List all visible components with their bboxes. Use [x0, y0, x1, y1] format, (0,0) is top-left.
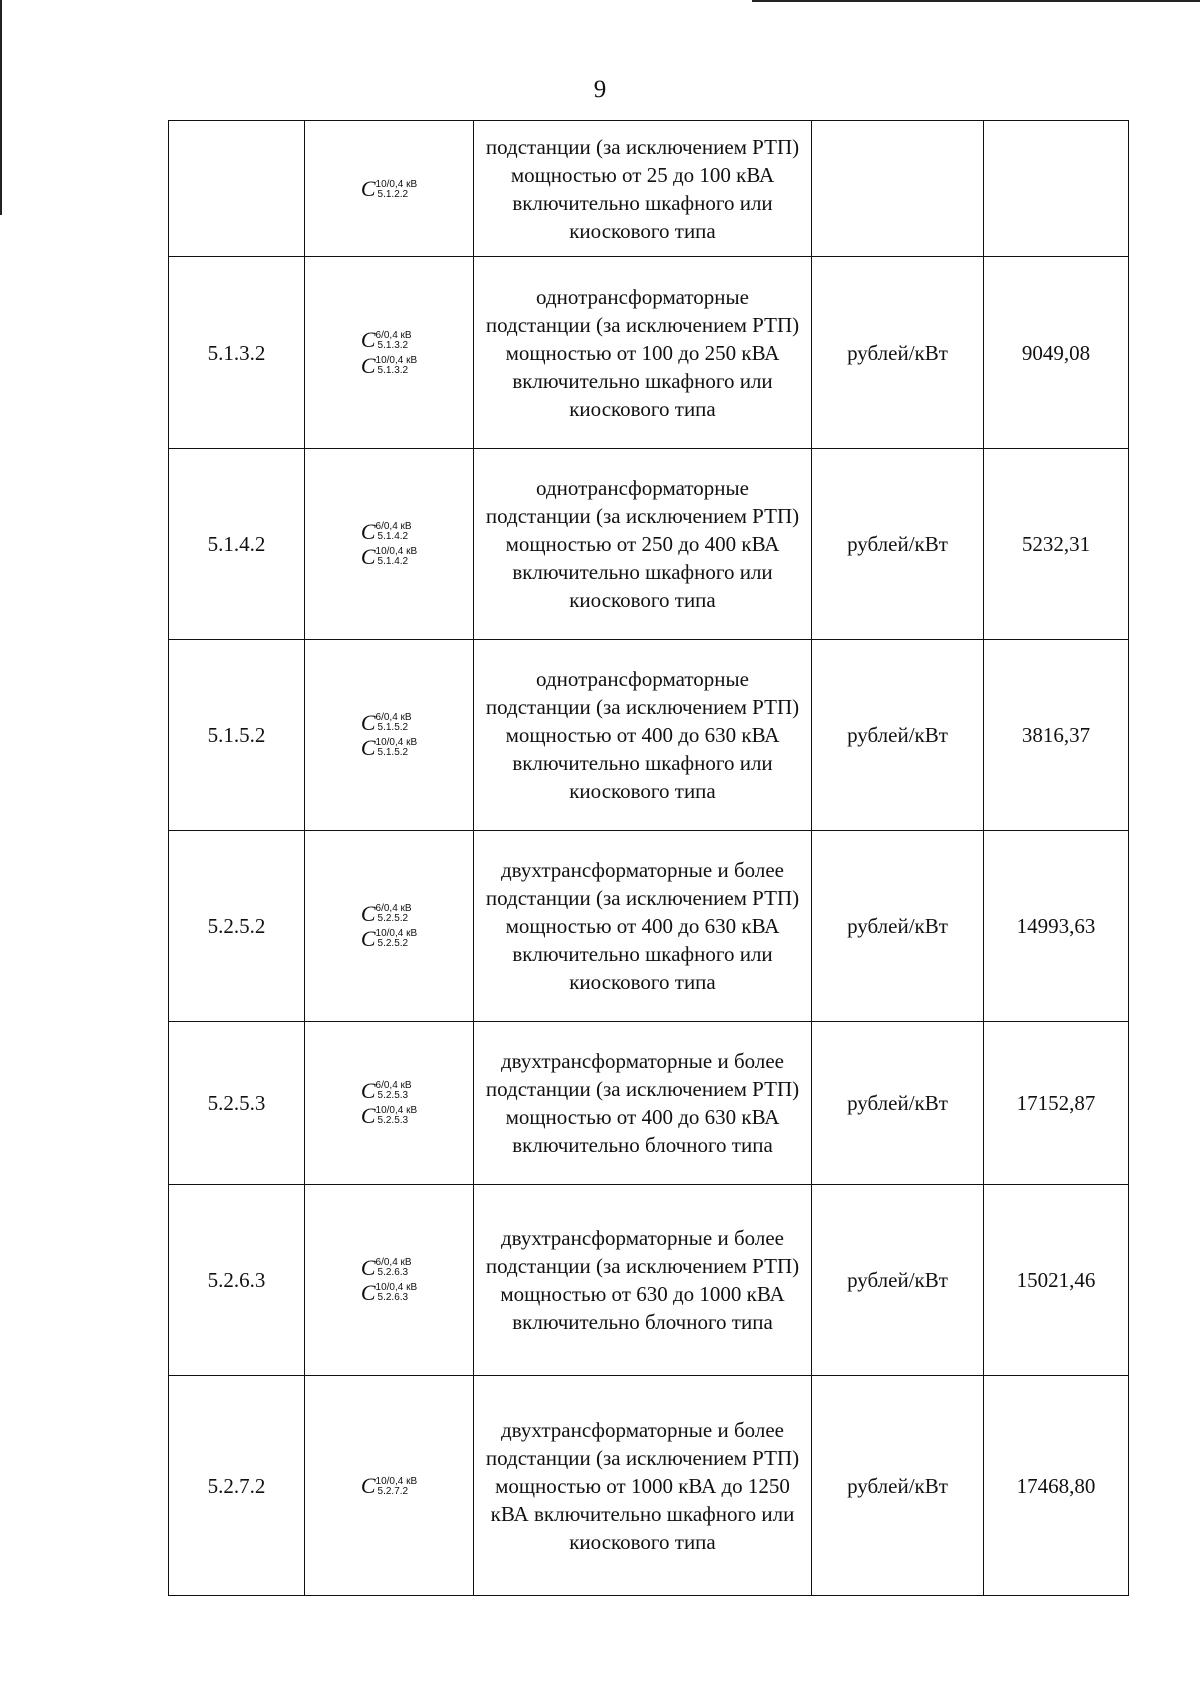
tariff-table-body: [169, 121, 1129, 1596]
rate-symbol-voltage: 10/0,4 кВ: [375, 546, 418, 558]
unit-cell: [812, 121, 984, 257]
rate-symbol-index: 5.1.3.2: [377, 364, 409, 376]
scan-edge-top: [752, 0, 1200, 2]
scan-edge-left: [0, 0, 2, 215]
item-code-cell: [169, 121, 305, 257]
unit-cell: рублей/кВт: [812, 640, 984, 831]
item-code-cell: 5.2.5.3: [169, 1022, 305, 1185]
rate-symbol-group: [361, 1253, 417, 1307]
unit-cell: рублей/кВт: [812, 831, 984, 1022]
rate-symbol-voltage: 10/0,4 кВ: [375, 928, 418, 940]
rate-symbol: [360, 1280, 418, 1306]
description-cell: однотрансформаторные подстанции (за исключением РТП) мощностью от 100 до 250 кВА включительно шкафного или киоскового типа: [474, 257, 812, 449]
item-code-cell: 5.2.6.3: [169, 1185, 305, 1376]
rate-symbol-voltage: 10/0,4 кВ: [375, 354, 418, 366]
value-cell: [984, 121, 1129, 257]
rate-symbol-index: 5.1.4.2: [377, 556, 409, 568]
rate-symbol-cell: [305, 1185, 474, 1376]
value-cell: 17152,87: [984, 1022, 1129, 1185]
rate-symbol-voltage: 10/0,4 кВ: [375, 1105, 418, 1117]
item-code-cell: 5.2.5.2: [169, 831, 305, 1022]
page-number: 9: [593, 76, 607, 103]
rate-symbol-group: [361, 1076, 417, 1130]
table-row: [169, 121, 1129, 257]
unit-cell: рублей/кВт: [812, 449, 984, 640]
rate-symbol: [360, 1473, 418, 1499]
description-cell: двухтрансформаторные и более подстанции (за исключением РТП) мощностью от 400 до 630 кВА включительно шкафного или киоскового типа: [474, 831, 812, 1022]
rate-symbol-group: [361, 899, 417, 953]
rate-symbol-voltage: 10/0,4 кВ: [375, 737, 418, 749]
rate-symbol-index: 5.1.3.2: [377, 339, 409, 351]
item-code-cell: 5.2.7.2: [169, 1376, 305, 1596]
rate-symbol-index: 5.2.5.3: [377, 1090, 409, 1101]
rate-symbol: [360, 327, 417, 353]
tariff-table: [168, 120, 1129, 1596]
item-code-cell: 5.1.3.2: [169, 257, 305, 449]
rate-symbol-cell: [305, 121, 474, 257]
rate-symbol-letter: C: [360, 1280, 376, 1306]
rate-symbol-voltage: 10/0,4 кВ: [375, 1282, 418, 1294]
rate-symbol-index: 5.2.7.2: [377, 1485, 409, 1497]
table-row: [169, 640, 1129, 831]
value-cell: 3816,37: [984, 640, 1129, 831]
description-cell: двухтрансформаторные и более подстанции (за исключением РТП) мощностью от 400 до 630 кВА включительно блочного типа: [474, 1022, 812, 1185]
rate-symbol-letter: C: [360, 735, 376, 761]
rate-symbol-letter: C: [360, 710, 376, 735]
rate-symbol-index: 5.2.5.2: [377, 938, 409, 950]
rate-symbol-index: 5.1.5.2: [377, 747, 409, 759]
rate-symbol-voltage: 6/0,4 кВ: [375, 521, 412, 532]
rate-symbol-index: 5.2.5.3: [377, 1115, 409, 1127]
rate-symbol: [360, 1103, 418, 1129]
table-row: [169, 831, 1129, 1022]
rate-symbol: [361, 903, 417, 924]
value-cell: 14993,63: [984, 831, 1129, 1022]
item-code-cell: 5.1.4.2: [169, 449, 305, 640]
rate-symbol-index: 5.1.5.2: [377, 722, 409, 733]
rate-symbol-voltage: 6/0,4 кВ: [375, 1257, 412, 1268]
rate-symbol-letter: C: [360, 519, 376, 544]
unit-cell: рублей/кВт: [812, 1185, 984, 1376]
rate-symbol-group: [361, 1471, 417, 1500]
rate-symbol-letter: C: [360, 327, 376, 353]
value-cell: 9049,08: [984, 257, 1129, 449]
rate-symbol-letter: C: [360, 926, 376, 952]
table-row: [169, 257, 1129, 449]
rate-symbol-voltage: 6/0,4 кВ: [375, 712, 412, 723]
rate-symbol-voltage: 10/0,4 кВ: [375, 1475, 418, 1487]
rate-symbol-cell: [305, 831, 474, 1022]
item-code-cell: 5.1.5.2: [169, 640, 305, 831]
rate-symbol-cell: [305, 1376, 474, 1596]
rate-symbol-voltage: 6/0,4 кВ: [375, 329, 412, 341]
rate-symbol-letter: C: [360, 1473, 376, 1499]
table-row: [169, 1022, 1129, 1185]
rate-symbol-letter: C: [360, 352, 376, 378]
description-cell: двухтрансформаторные и более подстанции (за исключением РТП) мощностью от 1000 кВА до 1250 кВА включительно шкафного или киоскового типа: [474, 1376, 812, 1596]
rate-symbol-letter: C: [360, 1255, 376, 1280]
rate-symbol-cell: [305, 257, 474, 449]
rate-symbol-index: 5.2.6.3: [377, 1267, 409, 1278]
rate-symbol-group: [361, 708, 417, 762]
rate-symbol: [360, 176, 418, 202]
rate-symbol: [360, 735, 418, 761]
rate-symbol-letter: C: [360, 176, 376, 202]
table-row: [169, 449, 1129, 640]
rate-symbol-group: [361, 325, 417, 379]
rate-symbol-letter: C: [360, 1078, 376, 1103]
rate-symbol: [361, 521, 417, 542]
value-cell: 5232,31: [984, 449, 1129, 640]
rate-symbol-index: 5.2.6.3: [377, 1292, 409, 1304]
rate-symbol-cell: [305, 449, 474, 640]
description-cell: однотрансформаторные подстанции (за исключением РТП) мощностью от 250 до 400 кВА включительно шкафного или киоскового типа: [474, 449, 812, 640]
description-cell: двухтрансформаторные и более подстанции (за исключением РТП) мощностью от 630 до 1000 кВА включительно блочного типа: [474, 1185, 812, 1376]
description-cell: подстанции (за исключением РТП) мощностью от 25 до 100 кВА включительно шкафного или киоскового типа: [474, 121, 812, 257]
description-cell: однотрансформаторные подстанции (за исключением РТП) мощностью от 400 до 630 кВА включительно шкафного или киоскового типа: [474, 640, 812, 831]
unit-cell: рублей/кВт: [812, 1376, 984, 1596]
rate-symbol-letter: C: [360, 544, 376, 570]
unit-cell: рублей/кВт: [812, 257, 984, 449]
rate-symbol: [360, 544, 418, 570]
table-row: [169, 1376, 1129, 1596]
table-row: [169, 1185, 1129, 1376]
rate-symbol-voltage: 10/0,4 кВ: [375, 178, 418, 190]
rate-symbol-letter: C: [360, 901, 376, 926]
rate-symbol-cell: [305, 640, 474, 831]
value-cell: 15021,46: [984, 1185, 1129, 1376]
unit-cell: рублей/кВт: [812, 1022, 984, 1185]
rate-symbol-group: [361, 174, 417, 203]
rate-symbol-voltage: 6/0,4 кВ: [375, 903, 412, 914]
rate-symbol-index: 5.1.4.2: [377, 531, 409, 542]
rate-symbol: [361, 1257, 417, 1278]
rate-symbol: [360, 926, 418, 952]
rate-symbol: [361, 712, 417, 733]
rate-symbol-index: 5.1.2.2: [377, 188, 409, 200]
rate-symbol-group: [361, 517, 417, 571]
rate-symbol: [361, 1080, 417, 1101]
rate-symbol-index: 5.2.5.2: [377, 913, 409, 924]
rate-symbol-cell: [305, 1022, 474, 1185]
rate-symbol-voltage: 6/0,4 кВ: [375, 1080, 412, 1091]
rate-symbol-letter: C: [360, 1103, 376, 1129]
rate-symbol: [360, 352, 418, 378]
value-cell: 17468,80: [984, 1376, 1129, 1596]
